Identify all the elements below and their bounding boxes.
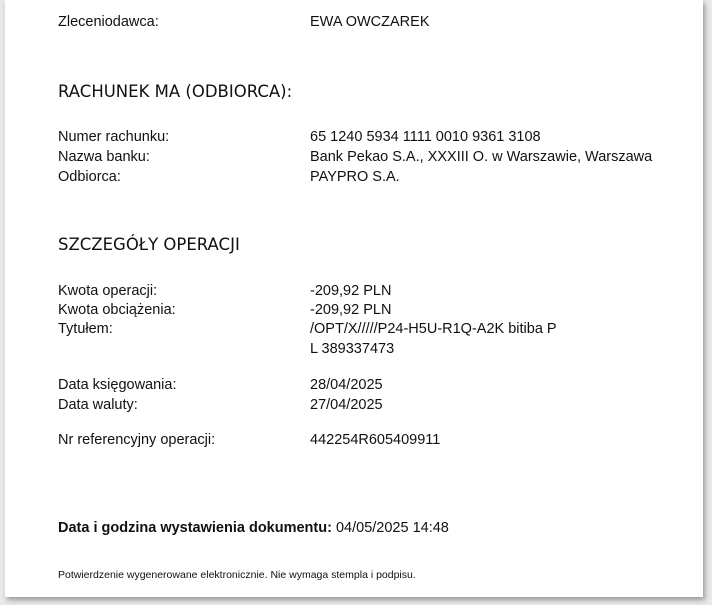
issue-datetime bbox=[58, 520, 449, 537]
operation-details-heading: SZCZEGÓŁY OPERACJI bbox=[58, 235, 240, 254]
footer-note: Potwierdzenie wygenerowane elektronicznie. Nie wymaga stempla i podpisu. bbox=[58, 569, 416, 581]
recipient-value: PAYPRO S.A. bbox=[310, 169, 400, 185]
ordering-party-label: Zleceniodawca: bbox=[58, 14, 159, 30]
booking-date-label: Data księgowania: bbox=[58, 377, 177, 393]
ordering-party-value: EWA OWCZAREK bbox=[310, 14, 430, 30]
value-date-value: 27/04/2025 bbox=[310, 397, 383, 413]
document-page bbox=[5, 0, 703, 597]
recipient-label: Odbiorca: bbox=[58, 169, 121, 185]
booking-date-value: 28/04/2025 bbox=[310, 377, 383, 393]
title-value-line2: L 389337473 bbox=[310, 341, 395, 357]
account-number-value: 65 1240 5934 1111 0010 9361 3108 bbox=[310, 129, 541, 145]
title-label: Tytułem: bbox=[58, 321, 113, 337]
charge-label: Kwota obciążenia: bbox=[58, 302, 176, 318]
amount-label: Kwota operacji: bbox=[58, 283, 158, 299]
issue-datetime-label: Data i godzina wystawienia dokumentu: bbox=[58, 520, 332, 536]
charge-value: -209,92 PLN bbox=[310, 302, 392, 318]
account-number-label: Numer rachunku: bbox=[58, 129, 170, 145]
recipient-section-heading: RACHUNEK MA (ODBIORCA): bbox=[58, 82, 293, 101]
bank-name-label: Nazwa banku: bbox=[58, 149, 150, 165]
bank-name-value: Bank Pekao S.A., XXXIII O. w Warszawie, Warszawa bbox=[310, 149, 653, 165]
title-value-line1: /OPT/X/////P24-H5U-R1Q-A2K bitiba P bbox=[310, 321, 557, 337]
reference-value: 442254R605409911 bbox=[310, 432, 441, 448]
issue-datetime-value: 04/05/2025 14:48 bbox=[335, 520, 449, 536]
amount-value: -209,92 PLN bbox=[310, 283, 392, 299]
reference-label: Nr referencyjny operacji: bbox=[58, 432, 216, 448]
value-date-label: Data waluty: bbox=[58, 397, 138, 413]
